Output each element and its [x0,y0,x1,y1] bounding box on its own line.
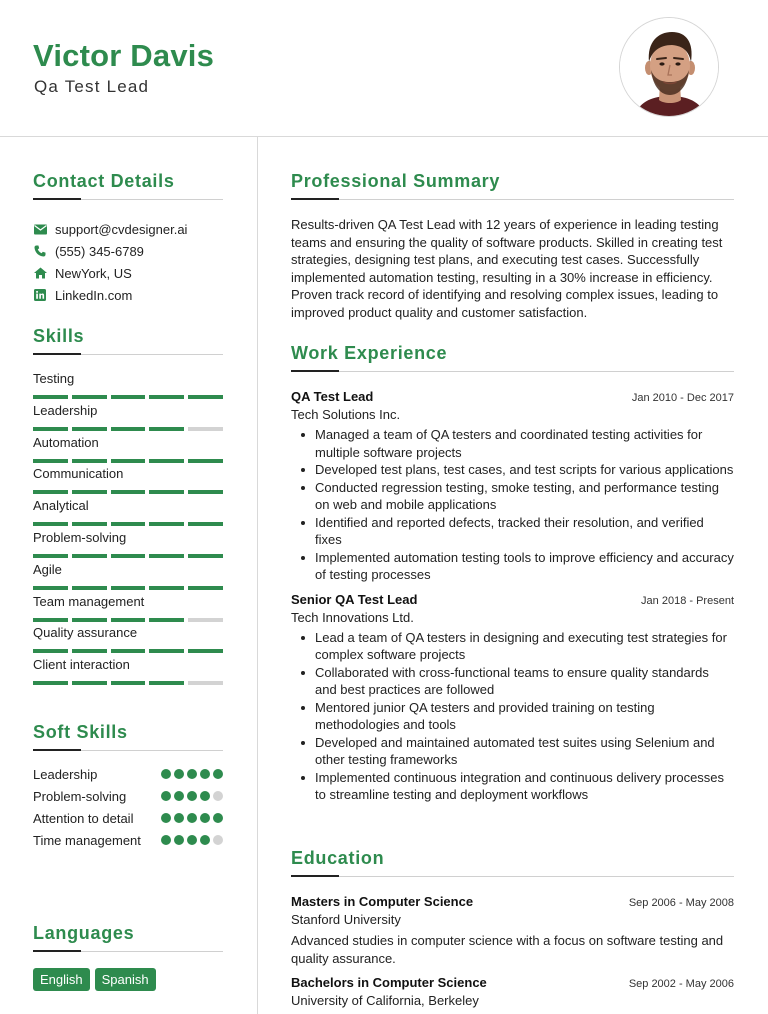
skill-level-segment [188,618,223,622]
rating-dot [174,835,184,845]
job-bullets [291,629,734,804]
soft-skills-list [33,766,223,849]
column-divider [257,137,258,1014]
skill-row [33,594,223,626]
job-bullet: Managed a team of QA testers and coordinated testing activities for multiple software projects [291,426,734,461]
skill-level-bar [33,522,223,526]
skill-name: Quality assurance [33,625,138,641]
job-bullet: Conducted regression testing, smoke testing, and performance testing on web and mobile applications [291,479,734,514]
skill-row [33,435,223,467]
skill-level-segment [33,427,68,431]
experience-section [291,343,734,804]
candidate-title: Qa Test Lead [34,77,150,96]
job-company: Tech Innovations Ltd. [291,609,414,625]
rating-dot [200,769,210,779]
skill-level-segment [111,586,146,590]
languages-list [33,968,223,991]
skill-level-segment [149,649,184,653]
rating-dot [213,791,223,801]
skill-level-segment [72,681,107,685]
skill-level-bar [33,681,223,685]
job-bullet: Implemented automation testing tools to improve efficiency and accuracy of testing processes [291,549,734,584]
contact-linkedin[interactable] [33,284,223,306]
job-bullets [291,426,734,584]
section-rule [291,875,734,877]
skill-name: Team management [33,593,145,609]
contact-location-text: NewYork, US [55,265,132,281]
skill-level-segment [33,522,68,526]
summary-text: Results-driven QA Test Lead with 12 years of experience in leading testing teams and ensuring the quality of software products. Skilled in creating test strategies, designing test plans, and executing test cases. Successfully implemented automation testing, resulting in a 30% increase in efficiency. Proven track record of identifying and resolving complex issues, leading to improved product quality and customer satisfaction. [291,217,723,320]
skill-level-segment [149,459,184,463]
soft-skill-rating [161,769,223,779]
skill-level-segment [149,490,184,494]
summary-section-title: Professional Summary [291,171,501,191]
skill-level-bar [33,427,223,431]
skill-level-segment [188,427,223,431]
rating-dot [174,813,184,823]
job-date: Jan 2018 - Present [641,594,734,607]
section-rule [33,749,223,751]
section-rule [33,198,223,200]
skill-level-segment [72,618,107,622]
skill-level-segment [149,522,184,526]
linkedin-icon [33,288,47,302]
section-rule [33,950,223,952]
skill-name: Problem-solving [33,529,127,545]
education-section-title: Education [291,848,385,868]
skill-level-segment [111,427,146,431]
section-rule [33,353,223,355]
rating-dot [213,813,223,823]
skill-level-bar [33,649,223,653]
skill-level-segment [188,395,223,399]
skill-level-segment [149,554,184,558]
soft-skill-name: Leadership [33,767,98,782]
candidate-name: Victor Davis [33,38,215,73]
skill-row [33,498,223,530]
rating-dot [213,835,223,845]
skill-row [33,625,223,657]
contact-list [33,218,223,306]
soft-skill-row [33,766,223,783]
language-badge: Spanish [95,968,156,991]
rating-dot [200,813,210,823]
job-company: Tech Solutions Inc. [291,407,401,422]
skill-level-bar [33,586,223,590]
skill-level-segment [33,681,68,685]
skill-row [33,403,223,435]
skill-level-segment [72,490,107,494]
skill-level-bar [33,395,223,399]
summary-section [291,171,734,321]
skill-level-segment [111,522,146,526]
degree-title: Bachelors in Computer Science [291,975,487,990]
skill-level-segment [111,490,146,494]
contact-location [33,262,223,284]
language-badge: English [33,968,90,991]
skill-level-segment [33,490,68,494]
skill-name: Client interaction [33,657,130,673]
contact-email-text: support@cvdesigner.ai [55,221,188,237]
skills-list [33,371,223,689]
job-bullet: Developed and maintained automated test suites using Selenium and other testing frameworks [291,734,734,769]
skill-level-bar [33,618,223,622]
skill-level-segment [188,649,223,653]
skill-level-segment [111,681,146,685]
rating-dot [161,791,171,801]
skill-level-segment [111,618,146,622]
rating-dot [200,791,210,801]
skill-level-segment [72,554,107,558]
skill-row [33,466,223,498]
contact-section-title: Contact Details [33,171,175,191]
rating-dot [187,791,197,801]
rating-dot [161,835,171,845]
skill-name: Testing [33,371,75,386]
skill-level-segment [33,649,68,653]
soft-skill-rating [161,791,223,801]
soft-skills-section-title: Soft Skills [33,722,128,742]
skill-level-segment [33,586,68,590]
skill-level-segment [72,427,107,431]
soft-skill-name: Attention to detail [33,811,134,826]
degree-description: Advanced studies in computer science with a focus on software testing and quality assurance. [291,933,724,966]
envelope-icon [33,222,47,236]
skill-level-segment [188,586,223,590]
skill-row [33,371,223,403]
skill-row [33,562,223,594]
skill-level-segment [72,649,107,653]
skill-level-segment [111,459,146,463]
soft-skill-rating [161,835,223,845]
soft-skill-name: Problem-solving [33,789,127,804]
contact-section [33,171,223,306]
degree-date: Sep 2002 - May 2006 [628,978,734,990]
contact-phone[interactable] [33,240,223,262]
skill-level-segment [111,554,146,558]
skill-level-bar [33,459,223,463]
languages-section-title: Languages [33,923,135,943]
job-entry [291,389,734,584]
skill-level-segment [72,586,107,590]
skill-name: Automation [33,434,99,450]
skill-level-segment [149,618,184,622]
skill-level-segment [149,395,184,399]
rating-dot [213,769,223,779]
school-name: Stanford University [291,912,401,927]
rating-dot [161,813,171,823]
skills-section [33,326,223,689]
education-section [291,848,734,1008]
skill-level-segment [188,522,223,526]
degree-title: Masters in Computer Science [291,894,474,909]
rating-dot [187,813,197,823]
job-title: QA Test Lead [291,389,374,404]
job-bullet: Identified and reported defects, tracked their resolution, and verified fixes [291,514,734,549]
soft-skill-name: Time management [33,833,141,848]
languages-section [33,923,223,991]
resume-header [0,0,768,137]
job-bullet: Developed test plans, test cases, and test scripts for various applications [291,461,734,479]
experience-section-title: Work Experience [291,343,448,363]
profile-photo [619,17,719,117]
skill-level-segment [149,681,184,685]
skill-level-segment [33,618,68,622]
soft-skill-rating [161,813,223,823]
skill-level-segment [111,649,146,653]
school-name: University of California, Berkeley [291,993,479,1008]
rating-dot [174,791,184,801]
rating-dot [200,835,210,845]
education-entry [291,894,734,967]
soft-skill-row [33,832,223,849]
job-bullet: Collaborated with cross-functional teams to ensure quality standards and best practices are followed [291,664,734,699]
degree-date: Sep 2006 - May 2008 [628,897,734,909]
skill-level-segment [72,395,107,399]
education-entry [291,975,734,1008]
contact-email[interactable] [33,218,223,240]
skill-level-segment [188,459,223,463]
skill-level-segment [33,554,68,558]
portrait-image [620,18,719,117]
job-bullet: Implemented continuous integration and continuous delivery processes to streamline testing and deployment workflows [291,769,734,804]
skill-name: Leadership [33,402,98,418]
skill-level-segment [188,490,223,494]
soft-skills-section [33,722,223,854]
skill-level-segment [72,522,107,526]
skills-section-title: Skills [33,326,85,346]
skill-name: Analytical [33,498,89,514]
skill-row [33,530,223,562]
section-rule [291,198,734,200]
job-bullet: Lead a team of QA testers in designing and executing test strategies for complex software projects [291,629,734,664]
skill-level-bar [33,554,223,558]
skill-level-segment [33,459,68,463]
rating-dot [187,835,197,845]
skill-level-segment [72,459,107,463]
rating-dot [174,769,184,779]
rating-dot [161,769,171,779]
job-date: Jan 2010 - Dec 2017 [631,392,734,404]
soft-skill-row [33,788,223,805]
skill-level-segment [33,395,68,399]
contact-linkedin-text: LinkedIn.com [55,287,133,303]
section-rule [291,370,734,372]
skill-level-segment [188,681,223,685]
skill-name: Agile [33,561,62,577]
skill-level-segment [188,554,223,558]
home-icon [33,266,47,280]
soft-skill-row [33,810,223,827]
phone-icon [33,244,47,258]
skill-level-segment [149,427,184,431]
skill-level-bar [33,490,223,494]
rating-dot [187,769,197,779]
skill-row [33,657,223,689]
job-entry [291,592,734,804]
contact-phone-text: (555) 345-6789 [55,243,144,259]
job-title: Senior QA Test Lead [291,591,418,607]
skill-level-segment [149,586,184,590]
skill-name: Communication [33,466,124,482]
job-bullet: Mentored junior QA testers and provided training on testing methodologies and tools [291,699,734,734]
skill-level-segment [111,395,146,399]
